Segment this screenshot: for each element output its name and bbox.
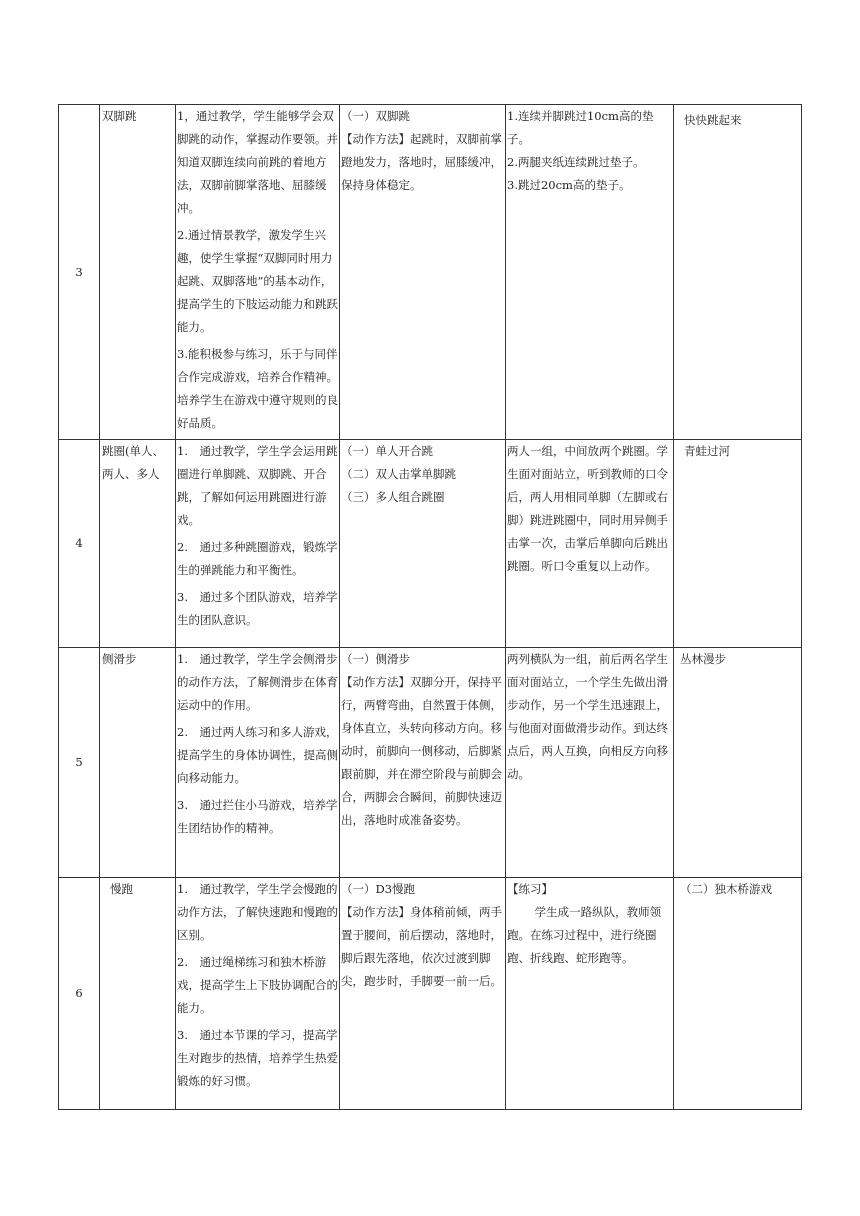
goal-item: 2. 通过两人练习和多人游戏，提高学生的身体协调性，提高侧向移动能力。 bbox=[177, 725, 338, 785]
content-item: 【动作方法】身体稍前倾，两手置于腰间，前后摆动，落地时，脚后跟先落地，依次过渡到脚尖，跑步时，手脚要一前一后。 bbox=[341, 905, 502, 988]
goal-item: 2. 通过多种跳圈游戏，锻炼学生的弹跳能力和平衡性。 bbox=[177, 540, 338, 577]
row-number: 6 bbox=[59, 878, 100, 1110]
practice-methods bbox=[506, 878, 674, 1110]
game-name bbox=[674, 105, 802, 440]
goal-item: 1. 通过教学，学生学会慢跑的动作方法，了解快速跑和慢跑的区别。 bbox=[177, 882, 338, 942]
goal-item: 1. 通过教学，学生学会运用跳圈进行单脚跳、双脚跳、开合跳，了解如何运用跳圈进行游戏。 bbox=[177, 444, 338, 527]
content-item: （一）D3慢跑 bbox=[341, 882, 416, 896]
table-row bbox=[59, 105, 802, 440]
game-name bbox=[674, 440, 802, 648]
practice-item: 两人一组，中间放两个跳圈。学生面对面站立，听到教师的口令后，两人用相同单脚（左脚或右脚）跳进跳圈中，同时用异侧手击掌一次，击掌后单脚向后跳出跳圈。听口令重复以上动作。 bbox=[507, 444, 668, 573]
row-number: 3 bbox=[59, 105, 100, 440]
practice-item: 1.连续并脚跳过10cm高的垫子。 bbox=[507, 109, 654, 146]
practice-item: 2.两腿夹纸连续跳过垫子。 bbox=[507, 155, 645, 169]
game-label: 青蛙过河 bbox=[684, 444, 730, 458]
content-item: （二）双人击掌单脚跳 bbox=[341, 467, 456, 481]
topic-name: 慢跑 bbox=[100, 878, 176, 1110]
practice-methods bbox=[506, 440, 674, 648]
game-name bbox=[674, 878, 802, 1110]
teaching-goals bbox=[176, 105, 340, 440]
table-row bbox=[59, 648, 802, 878]
goal-item: 3.能积极参与练习，乐于与同伴合作完成游戏，培养合作精神。培养学生在游戏中遵守规则的良好品质。 bbox=[177, 347, 338, 430]
practice-item: 【练习】 bbox=[507, 882, 553, 896]
goal-item: 2. 通过绳梯练习和独木桥游戏，提高学生上下肢协调配合的能力。 bbox=[177, 955, 338, 1015]
content-item: （一）单人开合跳 bbox=[341, 444, 433, 458]
teaching-goals bbox=[176, 440, 340, 648]
practice-item: 学生成一路纵队，教师领跑。在练习过程中，进行绕圈跑、折线跑、蛇形跑等。 bbox=[507, 905, 662, 965]
teaching-content bbox=[340, 878, 506, 1110]
goal-item: 1，通过教学，学生能够学会双脚跳的动作，掌握动作要领。并知道双脚连续向前跳的着地方法，双脚前脚掌落地、屈膝缓冲。 bbox=[177, 109, 338, 215]
game-label: 快快跳起来 bbox=[684, 113, 742, 127]
goal-item: 3. 通过拦住小马游戏，培养学生团结协作的精神。 bbox=[177, 798, 338, 835]
goal-item: 3. 通过本节课的学习，提高学生对跑步的热情，培养学生热爱锻炼的好习惯。 bbox=[177, 1028, 338, 1088]
row-number: 4 bbox=[59, 440, 100, 648]
table-row bbox=[59, 440, 802, 648]
content-item: （一）侧滑步 bbox=[341, 652, 410, 666]
content-item: （三）多人组合跳圈 bbox=[341, 490, 445, 504]
content-item: 【动作方法】起跳时，双脚前掌蹬地发力，落地时，屈膝缓冲，保持身体稳定。 bbox=[341, 132, 502, 192]
game-label: 丛林漫步 bbox=[680, 652, 726, 666]
topic-name: 侧滑步 bbox=[100, 648, 176, 878]
teaching-goals bbox=[176, 878, 340, 1110]
game-name bbox=[674, 648, 802, 878]
goal-item: 1. 通过教学，学生学会侧滑步的动作方法，了解侧滑步在体育运动中的作用。 bbox=[177, 652, 338, 712]
teaching-content bbox=[340, 105, 506, 440]
topic-name: 跳圈(单人、两人、多人 bbox=[100, 440, 176, 648]
practice-methods bbox=[506, 648, 674, 878]
goal-item: 2.通过情景教学，激发学生兴趣，使学生掌握“双脚同时用力起跳、双脚落地”的基本动作，提高学生的下肢运动能力和跳跃能力。 bbox=[177, 228, 338, 334]
game-label: （二）独木桥游戏 bbox=[680, 882, 772, 896]
teaching-content bbox=[340, 648, 506, 878]
practice-methods bbox=[506, 105, 674, 440]
content-item: （一）双脚跳 bbox=[341, 109, 410, 123]
practice-item: 3.跳过20cm高的垫子。 bbox=[507, 178, 631, 192]
teaching-goals bbox=[176, 648, 340, 878]
topic-name: 双脚跳 bbox=[100, 105, 176, 440]
lesson-plan-table bbox=[58, 104, 802, 1110]
content-item: 【动作方法】双脚分开，保持平行，两臂弯曲，自然置于体侧，身体直立，头转向移动方向。移动时，前脚向一侧移动，后脚紧跟前脚，并在滞空阶段与前脚会合，两脚会合瞬间，前脚快速迈出，落地时成准备姿势。 bbox=[341, 675, 502, 827]
row-number: 5 bbox=[59, 648, 100, 878]
table-row bbox=[59, 878, 802, 1110]
goal-item: 3. 通过多个团队游戏，培养学生的团队意识。 bbox=[177, 590, 338, 627]
practice-item: 两列横队为一组，前后两名学生面对面站立，一个学生先做出滑步动作，另一个学生迅速跟上，与他面对面做滑步动作。到达终点后，两人互换，向相反方向移动。 bbox=[507, 652, 668, 781]
teaching-content bbox=[340, 440, 506, 648]
